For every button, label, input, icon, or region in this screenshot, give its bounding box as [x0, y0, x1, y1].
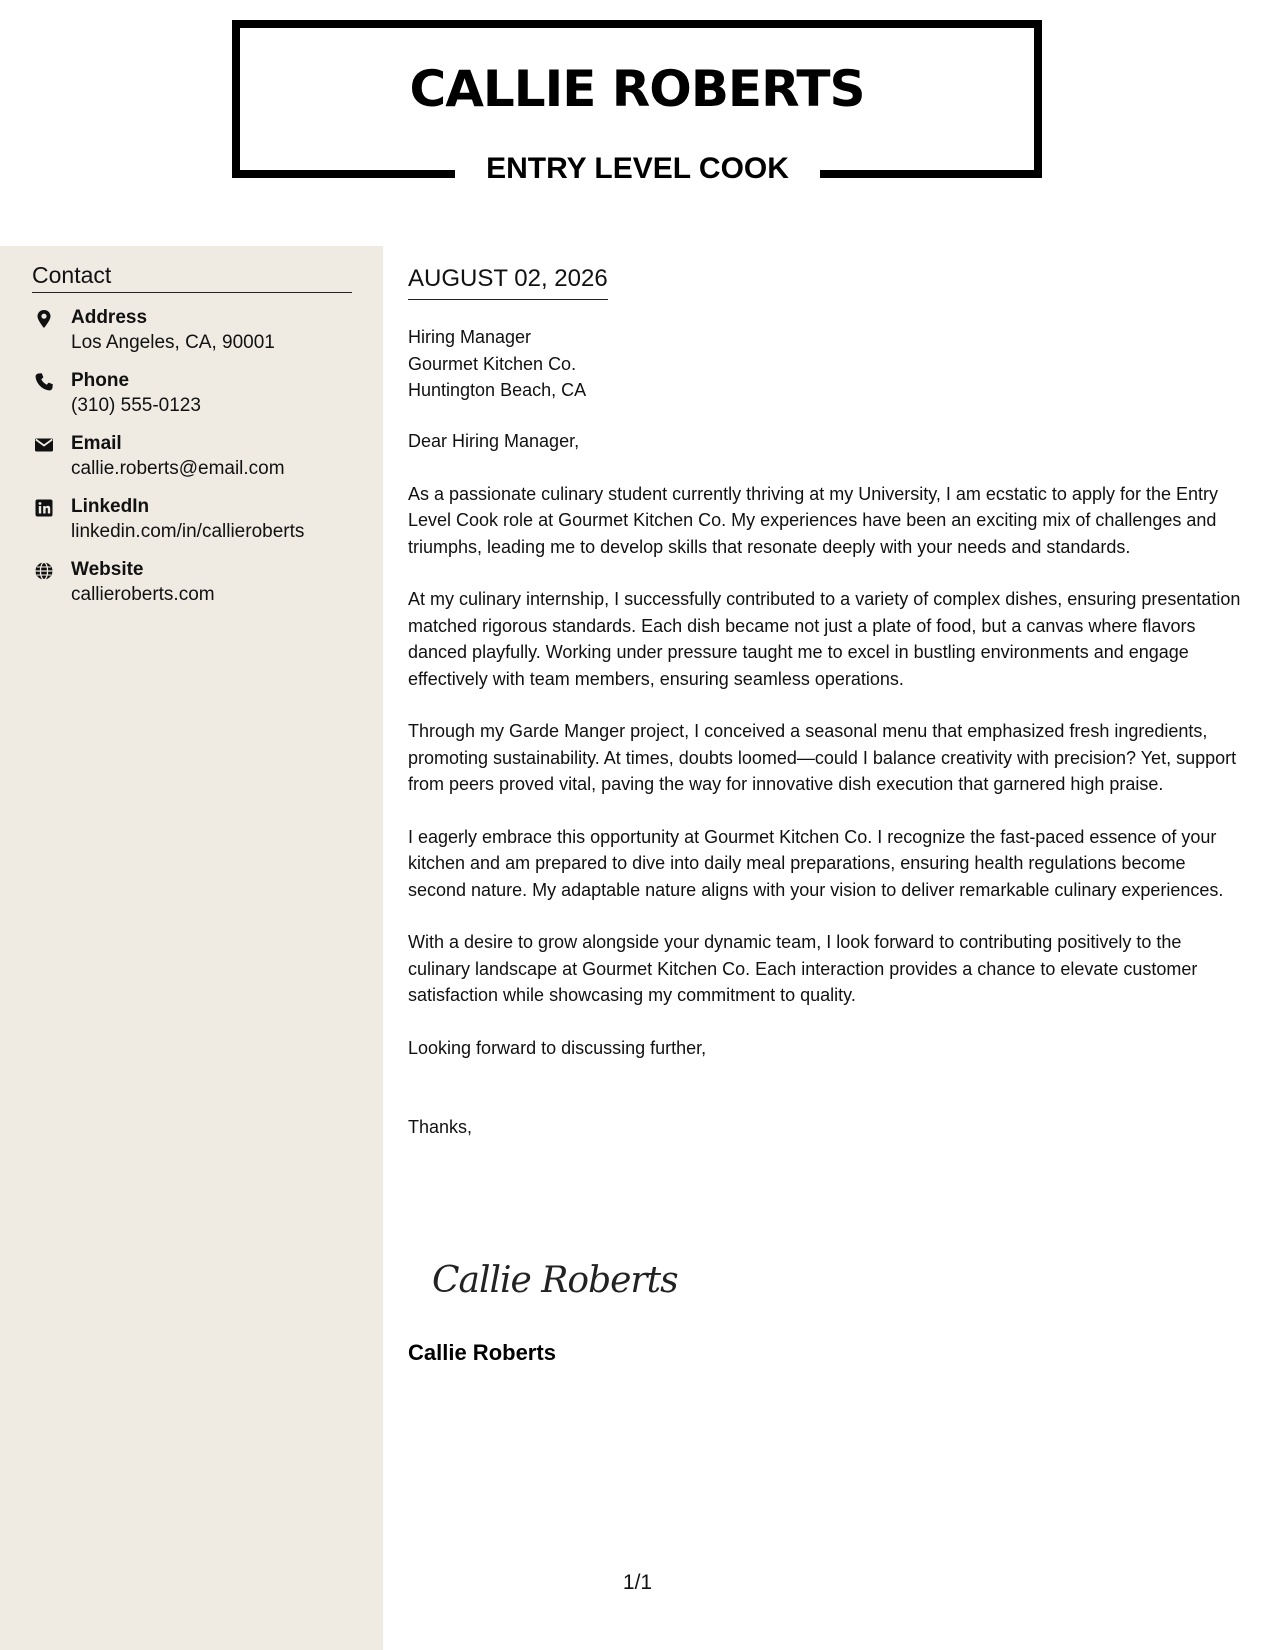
- svg-text:Callie Roberts: Callie Roberts: [432, 1260, 678, 1301]
- phone-value: (310) 555-0123: [71, 395, 201, 416]
- contact-sidebar: [0, 246, 383, 1650]
- letter-date: AUGUST 02, 2026: [408, 265, 608, 300]
- signer-name: Callie Roberts: [408, 1340, 556, 1365]
- letter-paragraph: At my culinary internship, I successfully contributed to a variety of complex dishes, ensuring presentation matched rigorous standards. Each dish became not just a plate of food, but a canvas where flavors danced playfully. Working under pressure taught me to excel in bustling environments and engage effectively with team members, ensuring seamless operations.: [408, 589, 1241, 689]
- letter-paragraph: As a passionate culinary student currently thriving at my University, I am ecstatic to apply for the Entry Level Cook role at Gourmet Kitchen Co. My experiences have been an exciting mix of challenges and triumphs, leading me to develop skills that resonate deeply with your needs and standards.: [408, 483, 1219, 557]
- page-number: 1/1: [622, 1571, 653, 1594]
- contact-label: Email: [71, 433, 122, 454]
- contact-label: Phone: [71, 370, 130, 391]
- contact-label: Address: [71, 307, 148, 328]
- closing-line: Looking forward to discussing further,: [408, 1037, 707, 1058]
- recipient-line: Huntington Beach, CA: [408, 380, 587, 400]
- website-value[interactable]: callieroberts.com: [71, 584, 215, 605]
- email-value[interactable]: callie.roberts@email.com: [71, 458, 285, 479]
- recipient-line: Hiring Manager: [408, 327, 532, 347]
- envelope-icon: [34, 435, 54, 455]
- map-pin-icon: [34, 309, 54, 329]
- linkedin-value[interactable]: linkedin.com/in/callieroberts: [71, 521, 305, 542]
- letter-paragraph: Through my Garde Manger project, I conceived a seasonal menu that emphasized fresh ingredients, promoting sustainability. At times, doubts loomed—could I balance creativity with precision? Yet, support from peers proved vital, paving the way for innovative dish execution that garnered high praise.: [408, 721, 1237, 794]
- address-value: Los Angeles, CA, 90001: [71, 332, 275, 353]
- contact-label: Website: [71, 559, 144, 580]
- recipient-line: Gourmet Kitchen Co.: [408, 353, 577, 374]
- linkedin-icon: [34, 498, 54, 518]
- contact-heading: Contact: [32, 262, 352, 293]
- letter-paragraph: With a desire to grow alongside your dynamic team, I look forward to contributing positively to the culinary landscape at Gourmet Kitchen Co. Each interaction provides a chance to elevate customer satisfaction while showcasing my commitment to quality.: [408, 932, 1198, 1005]
- handwritten-signature: [428, 1250, 678, 1310]
- letter-body: [408, 428, 1243, 1167]
- signoff: Thanks,: [408, 1117, 473, 1137]
- phone-icon: [34, 372, 54, 392]
- globe-icon: [34, 561, 54, 581]
- applicant-name: CALLIE ROBERTS: [409, 60, 865, 118]
- recipient-block: [408, 324, 586, 404]
- salutation: Dear Hiring Manager,: [408, 431, 580, 451]
- contact-label: LinkedIn: [71, 496, 150, 517]
- letter-paragraph: I eagerly embrace this opportunity at Gourmet Kitchen Co. I recognize the fast-paced essence of your kitchen and am prepared to dive into daily meal preparations, ensuring health regulations become second nature. My adaptable nature aligns with your vision to deliver remarkable culinary experiences.: [408, 826, 1224, 900]
- job-title: ENTRY LEVEL COOK: [486, 152, 789, 185]
